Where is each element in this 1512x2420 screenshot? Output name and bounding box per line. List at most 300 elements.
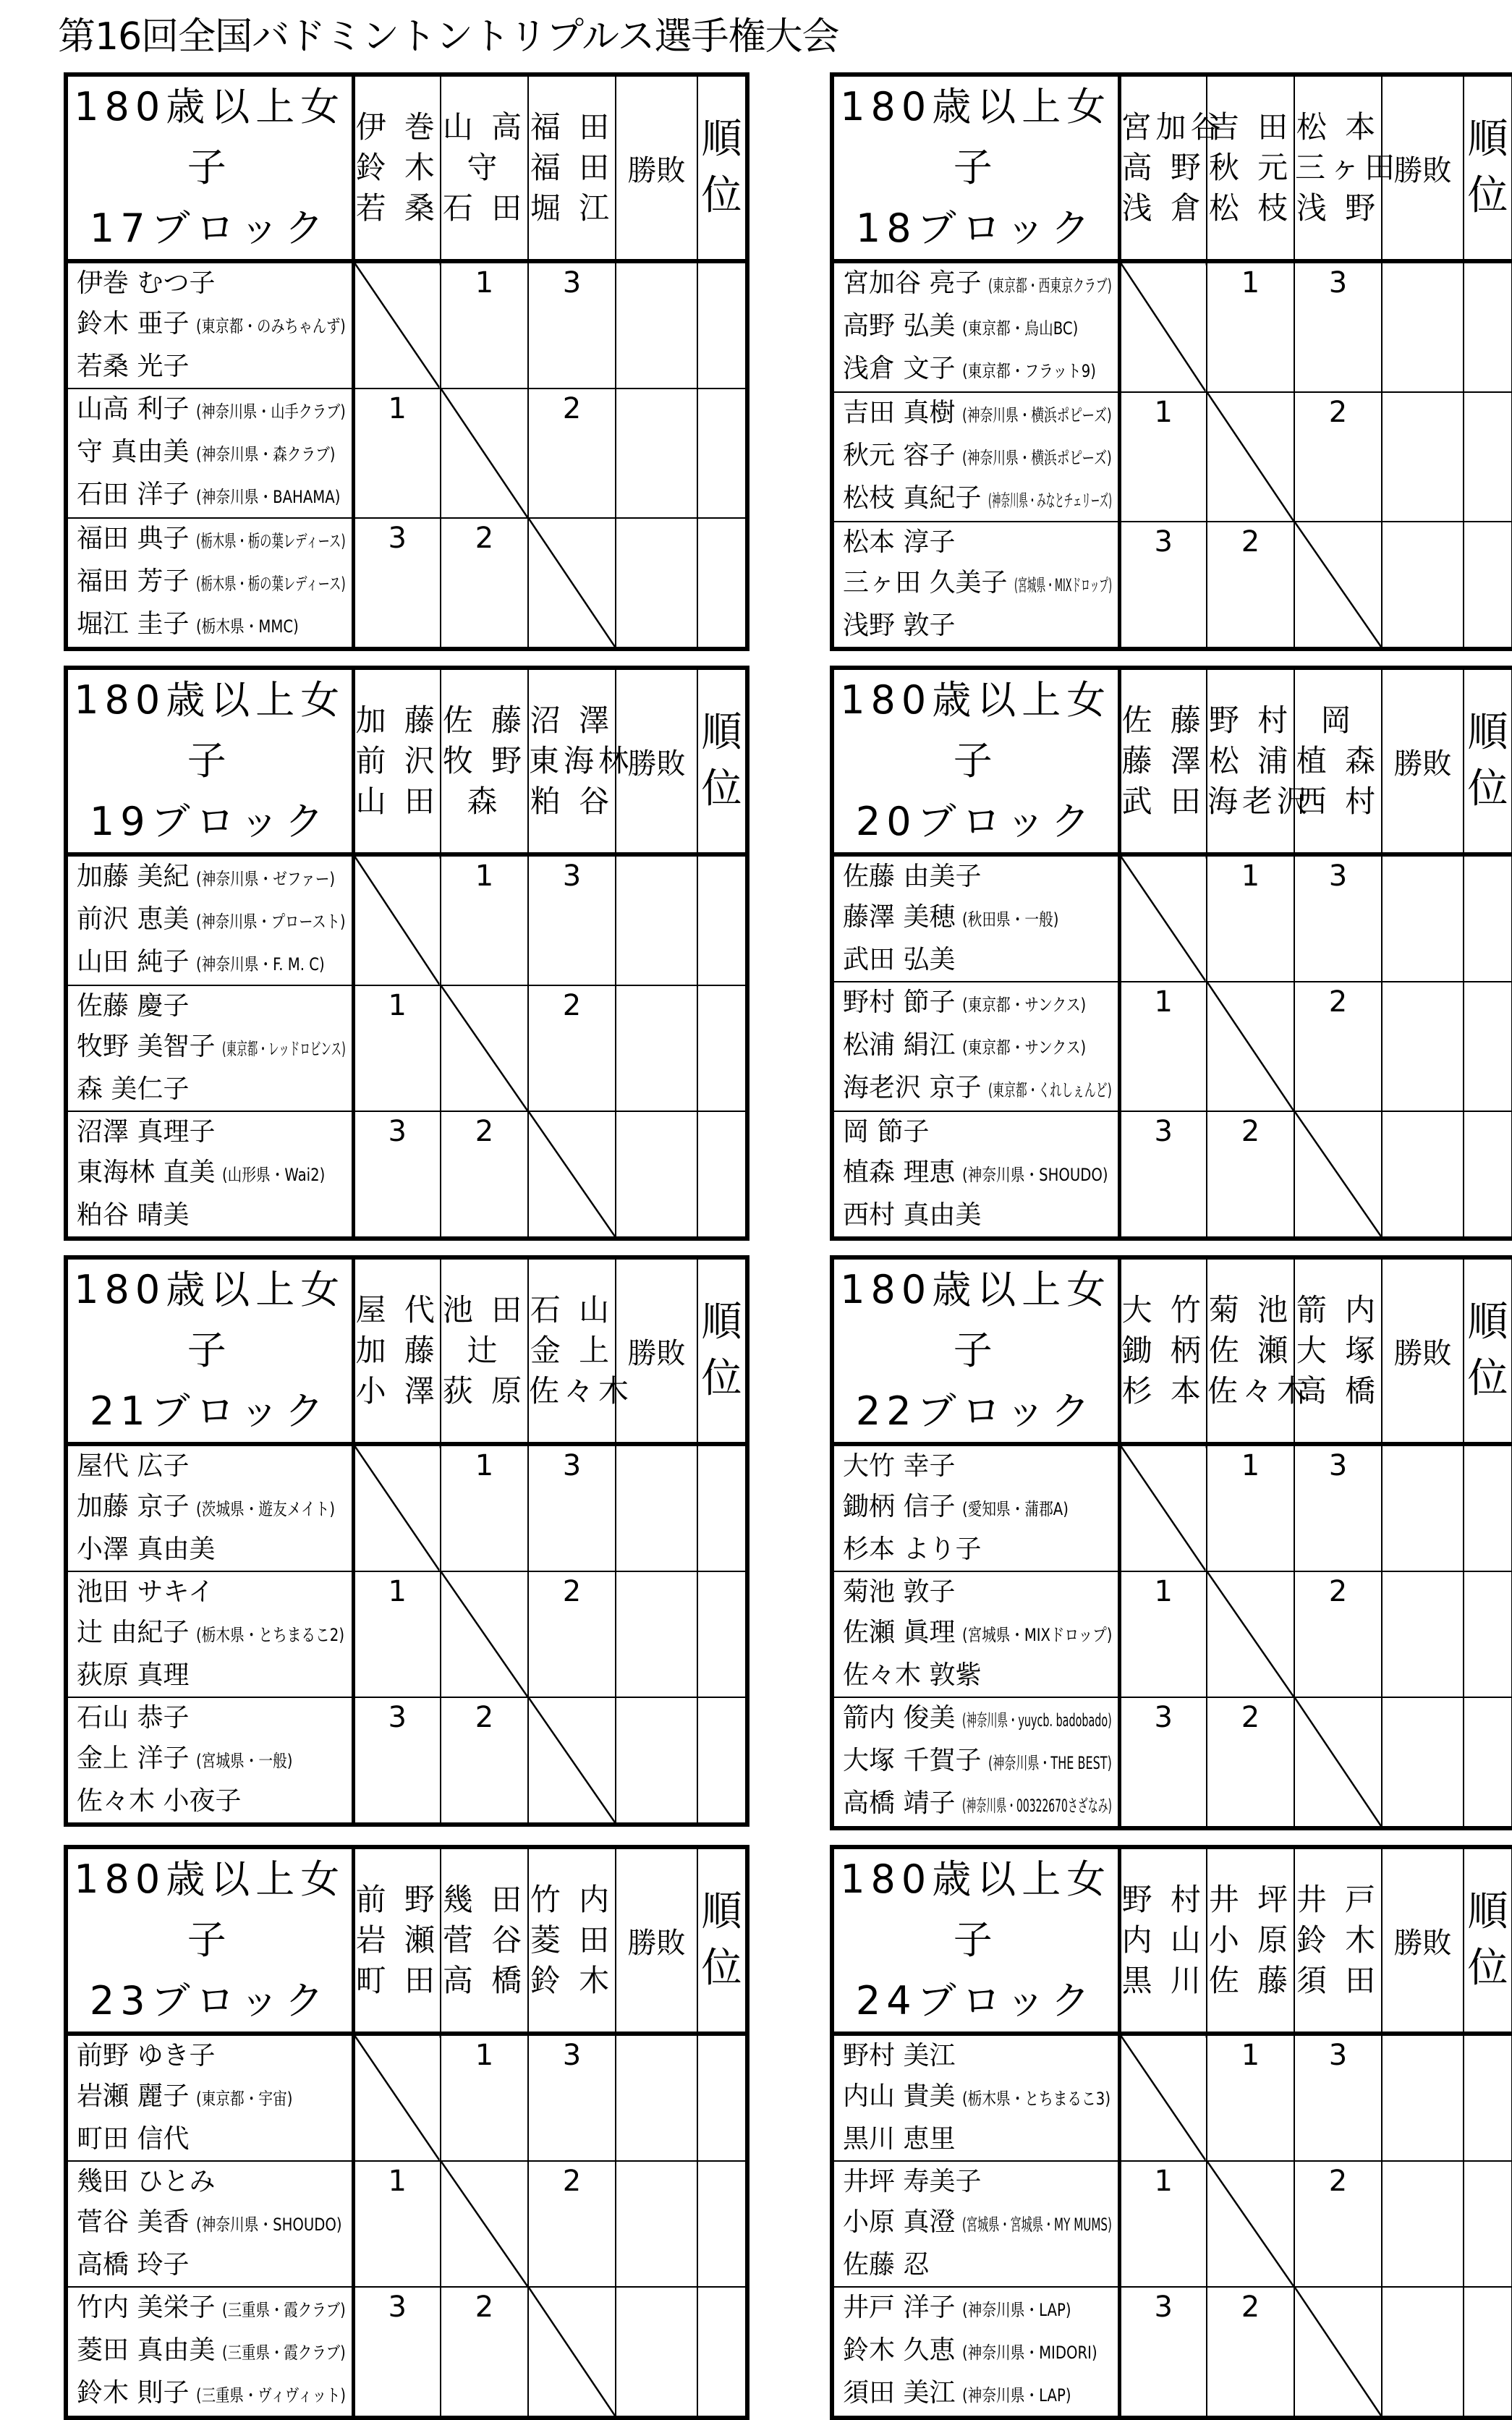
round-robin-table [64, 666, 749, 1241]
member [834, 1025, 1118, 1068]
rank-cell [697, 1571, 747, 1697]
match-cell [528, 854, 616, 985]
member-name: 佐々木 敦紫 [843, 1660, 982, 1690]
win-loss-label: 勝敗 [1393, 153, 1452, 187]
team-members-cell [66, 2287, 353, 2418]
member [834, 263, 1118, 306]
member-name: 竹内 美栄子 [77, 2293, 216, 2322]
member-name: 黒川 恵里 [843, 2124, 956, 2154]
win-loss-cell [1382, 1697, 1464, 1828]
diagonal-cell [1294, 522, 1382, 649]
team-header-cell [1294, 1257, 1382, 1444]
member [834, 1152, 1118, 1195]
rank-cell [697, 1444, 747, 1571]
member-club: (宮城県・一般) [196, 1751, 293, 1771]
rank-label: 位 [701, 172, 742, 219]
match-cell [1294, 982, 1382, 1111]
team-header-cell [1119, 1847, 1207, 2034]
rank-label: 順 [701, 1888, 742, 1935]
member-name: 森 美仁子 [77, 1074, 190, 1104]
member-name: 宮加谷 亮子 [843, 268, 982, 298]
member [68, 942, 352, 985]
member [68, 2119, 352, 2160]
member-club: (東京都・フラット9) [962, 361, 1097, 381]
win-loss-label: 勝敗 [627, 1336, 686, 1370]
member-name: 池田 サキイ [77, 1577, 215, 1607]
team-members-cell [832, 1111, 1119, 1239]
member-name: 内山 貴美 [843, 2081, 956, 2111]
header-row [832, 1847, 1512, 2034]
team-header-surnames: 粕 谷 [530, 784, 614, 819]
team-header-surnames: 屋 代 [355, 1292, 439, 1328]
team-header-surnames: 山 高 [442, 109, 527, 145]
rank-cell [1464, 854, 1512, 982]
diagonal-cell [528, 1697, 616, 1825]
member-name: 菅谷 美香 [77, 2207, 190, 2237]
rank-cell [1464, 2161, 1512, 2287]
rank-label: 順 [701, 709, 742, 756]
win-loss-header [1382, 75, 1464, 261]
team-header-surnames: 杉 本 [1121, 1373, 1205, 1409]
team-header-surnames: 前 野 [355, 1882, 439, 1917]
match-number: 2 [475, 1701, 494, 1734]
member-name: 藤澤 美穂 [843, 902, 956, 932]
member-name: 高橋 玲子 [77, 2250, 190, 2280]
member-name: 須田 美江 [843, 2378, 956, 2408]
team-header-cell [353, 75, 441, 261]
member-name: 前野 ゆき子 [77, 2041, 216, 2071]
win-loss-cell [616, 1444, 697, 1571]
match-number: 3 [1328, 266, 1348, 300]
rank-cell [697, 2161, 747, 2287]
member-club: (神奈川県・LAP) [962, 2300, 1071, 2320]
team-row [832, 1444, 1512, 1571]
match-cell [1119, 2287, 1207, 2418]
member [834, 349, 1118, 391]
team-members-cell [66, 389, 353, 518]
team-header-surnames: 西 村 [1296, 784, 1380, 819]
match-number: 3 [1328, 2039, 1348, 2072]
member-name: 石山 恭子 [77, 1703, 190, 1733]
category-label: 180歳以上女子 [840, 1267, 1112, 1373]
member-name: 杉本 より子 [843, 1534, 982, 1564]
team-header-cell [441, 1847, 528, 2034]
block-table [64, 666, 745, 1241]
team-header-surnames: 福 田 [530, 150, 614, 185]
win-loss-label: 勝敗 [1393, 1926, 1452, 1960]
member [834, 2076, 1118, 2119]
member-name: 三ヶ田 久美子 [843, 568, 1008, 598]
block-title-cell [832, 1257, 1119, 1444]
match-number: 1 [1241, 2039, 1260, 2072]
diagonal-cell [1294, 1111, 1382, 1239]
block-label: 19ブロック [89, 799, 330, 844]
member [68, 2076, 352, 2119]
match-cell [353, 518, 441, 649]
match-cell [353, 389, 441, 518]
team-header-cell [353, 668, 441, 854]
member-name: 菱田 真由美 [77, 2335, 216, 2365]
round-robin-table [830, 1255, 1512, 1830]
rank-header [697, 1257, 747, 1444]
win-loss-cell [1382, 1444, 1464, 1571]
member [68, 1738, 352, 1781]
block-label: 21ブロック [89, 1388, 330, 1434]
team-header-surnames: 加 藤 [355, 1333, 439, 1368]
team-row [66, 1111, 747, 1239]
rank-label: 順 [1467, 1888, 1508, 1935]
team-header-surnames: 伊 巻 [355, 109, 439, 145]
team-row [832, 854, 1512, 982]
block-table [830, 666, 1511, 1241]
member-name: 加藤 京子 [77, 1492, 190, 1521]
diagonal-cell [1207, 2161, 1294, 2287]
match-number: 3 [1154, 1701, 1173, 1734]
member-name: 松本 淳子 [843, 527, 956, 557]
team-row [66, 518, 747, 649]
member-club: (神奈川県・THE BEST) [988, 1753, 1113, 1773]
member-name: 町田 信代 [77, 2124, 190, 2154]
header-row [66, 1257, 747, 1444]
rank-cell [697, 2287, 747, 2418]
rank-label: 順 [1467, 709, 1508, 756]
member-name: 佐藤 忍 [843, 2250, 930, 2280]
team-header-surnames: 秋 元 [1208, 150, 1293, 185]
member-club: (三重県・ヴィヴィット) [196, 2385, 347, 2406]
member-club: (三重県・霞クラブ) [222, 2300, 347, 2320]
win-loss-header [616, 1257, 697, 1444]
diagonal-cell [441, 389, 528, 518]
rank-header [1464, 668, 1512, 854]
team-header-cell [1119, 668, 1207, 854]
team-row [66, 854, 747, 985]
member [834, 2245, 1118, 2285]
match-number: 1 [1241, 1449, 1260, 1482]
team-header-surnames: 宮加谷 [1121, 109, 1226, 145]
team-header-surnames: 岡 [1320, 702, 1356, 738]
member-name: 福田 芳子 [77, 566, 190, 596]
match-cell [441, 854, 528, 985]
diagonal-cell [353, 1444, 441, 1571]
match-number: 3 [1328, 1449, 1348, 1482]
match-number: 2 [1241, 1701, 1260, 1734]
member-name: 前沢 恵美 [77, 904, 190, 934]
match-cell [441, 1444, 528, 1571]
match-number: 3 [1154, 2290, 1173, 2324]
diagonal-cell [1119, 2034, 1207, 2161]
block-title-cell [66, 1847, 353, 2034]
member [68, 1069, 352, 1110]
team-header-surnames: 鋤 柄 [1121, 1333, 1205, 1368]
team-header-surnames: 石 田 [442, 190, 527, 226]
rank-header [697, 668, 747, 854]
member-club: (三重県・霞クラブ) [222, 2343, 347, 2363]
match-number: 1 [1241, 859, 1260, 893]
member [68, 304, 352, 347]
team-header-surnames: 前 沢 [355, 743, 439, 778]
win-loss-label: 勝敗 [627, 1926, 686, 1960]
member-club: (宮城県・MIXドロップ) [1014, 575, 1113, 595]
header-row [66, 75, 747, 261]
member-name: 小澤 真由美 [77, 1534, 216, 1564]
team-header-cell [353, 1847, 441, 2034]
member [834, 1613, 1118, 1655]
match-number: 2 [1241, 1115, 1260, 1148]
block-table [64, 1845, 745, 2420]
win-loss-cell [616, 1111, 697, 1239]
team-header-surnames: 藤 澤 [1121, 743, 1205, 778]
member [68, 2202, 352, 2245]
match-cell [1207, 2034, 1294, 2161]
rank-header [1464, 75, 1512, 261]
member-name: 佐々木 小夜子 [77, 1786, 242, 1816]
team-row [832, 522, 1512, 649]
team-members-cell [66, 1571, 353, 1697]
block-table [64, 72, 745, 651]
block-table [830, 72, 1511, 651]
rank-label: 順 [1467, 1299, 1508, 1346]
team-row [832, 261, 1512, 392]
win-loss-cell [1382, 2161, 1464, 2287]
member-club: (宮城県・宮城県・MY MUMS) [962, 2215, 1113, 2235]
member [68, 1655, 352, 1696]
team-header-surnames: 鈴 木 [1296, 1922, 1380, 1958]
team-header-surnames: 大 竹 [1121, 1292, 1205, 1328]
member-club: (神奈川県・プロースト) [196, 912, 346, 932]
block-title-cell [832, 1847, 1119, 2034]
category-label: 180歳以上女子 [840, 1856, 1112, 1963]
team-members-cell [832, 522, 1119, 649]
member [834, 1655, 1118, 1696]
member-name: 大竹 幸子 [843, 1451, 956, 1481]
match-cell [1294, 2034, 1382, 2161]
team-members-cell [832, 2287, 1119, 2418]
team-members-cell [66, 1111, 353, 1239]
match-number: 3 [388, 1701, 407, 1734]
team-members-cell [832, 1444, 1119, 1571]
member-club: (神奈川県・F. M. C) [196, 954, 326, 975]
member [68, 1195, 352, 1236]
team-header-cell [1207, 668, 1312, 854]
team-header-cell [528, 1847, 616, 2034]
member-name: 若桑 光子 [77, 352, 190, 381]
rank-cell [697, 518, 747, 649]
win-loss-header [616, 75, 697, 261]
member-name: 東海林 直美 [77, 1158, 216, 1187]
member-club: (栃木県・とちまるこ3) [962, 2089, 1111, 2109]
win-loss-header [1382, 1257, 1464, 1444]
diagonal-cell [1294, 2287, 1382, 2418]
match-number: 2 [1328, 985, 1348, 1019]
team-members-cell [66, 2034, 353, 2161]
team-header-surnames: 佐 藤 [1208, 1963, 1293, 1998]
member-name: 高橋 靖子 [843, 1788, 956, 1818]
match-number: 2 [475, 2290, 494, 2324]
team-header-surnames: 井 戸 [1296, 1882, 1380, 1917]
team-members-cell [832, 1697, 1119, 1828]
member-name: 秋元 容子 [843, 441, 956, 470]
member-club: (神奈川県・BAHAMA) [196, 487, 341, 507]
team-header-surnames: 鈴 木 [530, 1963, 614, 1998]
match-cell [1294, 261, 1382, 392]
team-header-surnames: 佐 藤 [1121, 702, 1205, 738]
team-header-cell [1294, 1847, 1382, 2034]
win-loss-cell [1382, 1111, 1464, 1239]
round-robin-table [64, 1845, 749, 2420]
member-club: (栃木県・栃の葉レディース) [196, 574, 347, 594]
category-label: 180歳以上女子 [840, 84, 1112, 190]
match-cell [1207, 1444, 1294, 1571]
rank-header [697, 1847, 747, 2034]
match-cell [528, 1444, 616, 1571]
match-number: 1 [1154, 1575, 1173, 1608]
member-club: (神奈川県・MIDORI) [962, 2343, 1098, 2363]
rank-cell [1464, 2287, 1512, 2418]
member-club: (愛知県・蒲郡A) [962, 1499, 1069, 1519]
match-cell [353, 1111, 441, 1239]
match-number: 3 [562, 266, 582, 300]
member [834, 478, 1118, 521]
member-club: (東京都・レッドロビンス) [222, 1039, 347, 1059]
win-loss-label: 勝敗 [1393, 747, 1452, 781]
rank-cell [1464, 1111, 1512, 1239]
team-header-surnames: 大 塚 [1296, 1333, 1380, 1368]
member-name: 武田 弘美 [843, 945, 956, 975]
match-cell [353, 1697, 441, 1825]
team-members-cell [832, 2161, 1119, 2287]
match-cell [1119, 1571, 1207, 1697]
header-row [66, 1847, 747, 2034]
team-header-surnames: 野 村 [1208, 702, 1293, 738]
member [68, 347, 352, 387]
team-row [832, 1697, 1512, 1828]
rank-label: 位 [701, 1355, 742, 1402]
team-header-surnames: 岩 瀬 [355, 1922, 439, 1958]
round-robin-table [830, 1845, 1512, 2420]
team-header-surnames: 幾 田 [442, 1882, 527, 1917]
match-number: 2 [562, 392, 582, 425]
win-loss-cell [616, 985, 697, 1111]
member [68, 857, 352, 899]
member-name: 小原 真澄 [843, 2207, 956, 2237]
team-header-surnames: 佐 藤 [442, 702, 527, 738]
member [68, 475, 352, 517]
team-row [66, 1697, 747, 1825]
win-loss-cell [616, 1571, 697, 1697]
rank-label: 位 [1467, 172, 1508, 219]
team-header-cell [1119, 75, 1226, 261]
match-cell [1119, 2161, 1207, 2287]
diagonal-cell [441, 1571, 528, 1697]
team-header-cell [528, 668, 634, 854]
member [68, 432, 352, 475]
rank-label: 順 [1467, 116, 1508, 163]
member [68, 899, 352, 942]
win-loss-cell [616, 2161, 697, 2287]
member-name: 山田 純子 [77, 947, 190, 977]
member [834, 606, 1118, 646]
member [834, 1698, 1118, 1741]
team-header-surnames: 山 田 [355, 784, 439, 819]
team-header-cell [528, 1257, 634, 1444]
header-row [832, 668, 1512, 854]
team-header-cell [1207, 1257, 1312, 1444]
team-members-cell [832, 392, 1119, 522]
team-row [66, 985, 747, 1111]
member [834, 2330, 1118, 2373]
member-name: 守 真由美 [77, 437, 190, 467]
match-cell [441, 1111, 528, 1239]
match-cell [1207, 1111, 1294, 1239]
team-members-cell [832, 1571, 1119, 1697]
match-number: 2 [1328, 1575, 1348, 1608]
member-name: 金上 洋子 [77, 1744, 190, 1773]
team-header-surnames: 牧 野 [442, 743, 527, 778]
member [834, 2162, 1118, 2202]
member-name: 松枝 真紀子 [843, 483, 982, 513]
team-header-surnames: 井 坪 [1208, 1882, 1293, 1917]
diagonal-cell [1207, 392, 1294, 522]
team-header-surnames: 荻 原 [442, 1373, 527, 1409]
member-name: 鈴木 久恵 [843, 2335, 956, 2365]
header-row [832, 1257, 1512, 1444]
diagonal-cell [353, 2034, 441, 2161]
win-loss-cell [1382, 392, 1464, 522]
team-header-surnames: 松 浦 [1208, 743, 1293, 778]
rank-cell [1464, 982, 1512, 1111]
member-name: 岡 節子 [843, 1117, 930, 1147]
member-name: 西村 真由美 [843, 1200, 982, 1230]
member-club: (東京都・くれしぇんど) [988, 1080, 1113, 1100]
team-header-surnames: 菊 池 [1208, 1292, 1293, 1328]
member [68, 389, 352, 432]
block-label: 23ブロック [89, 1978, 330, 2024]
member [68, 2162, 352, 2202]
category-label: 180歳以上女子 [74, 1856, 346, 1963]
member [68, 2036, 352, 2076]
member-name: 山高 利子 [77, 394, 190, 424]
diagonal-cell [1207, 982, 1294, 1111]
win-loss-cell [1382, 1571, 1464, 1697]
member-name: 石田 洋子 [77, 480, 190, 509]
team-header-surnames: 小 原 [1208, 1922, 1293, 1958]
match-number: 2 [1241, 525, 1260, 559]
team-header-surnames: 三ヶ田 [1295, 150, 1400, 185]
member [834, 2202, 1118, 2245]
category-label: 180歳以上女子 [840, 677, 1112, 784]
member [68, 604, 352, 647]
block-title-cell [66, 75, 353, 261]
member [834, 857, 1118, 897]
match-cell [1207, 261, 1294, 392]
member-name: 佐瀬 眞理 [843, 1618, 956, 1647]
team-members-cell [66, 1697, 353, 1825]
rank-label: 位 [1467, 765, 1508, 812]
team-header-surnames: 浅 野 [1296, 190, 1380, 226]
member-club: (栃木県・とちまるこ2) [196, 1625, 345, 1645]
member-name: 沼澤 真理子 [77, 1117, 216, 1147]
member [68, 986, 352, 1027]
match-cell [1207, 1697, 1294, 1828]
round-robin-table [830, 666, 1512, 1241]
match-number: 3 [1328, 859, 1348, 893]
round-robin-table [830, 72, 1512, 651]
member-club: (東京都・宇宙) [196, 2089, 293, 2109]
match-number: 1 [1241, 266, 1260, 300]
round-robin-table [64, 1255, 749, 1827]
header-row [832, 75, 1512, 261]
match-cell [1119, 1697, 1207, 1828]
